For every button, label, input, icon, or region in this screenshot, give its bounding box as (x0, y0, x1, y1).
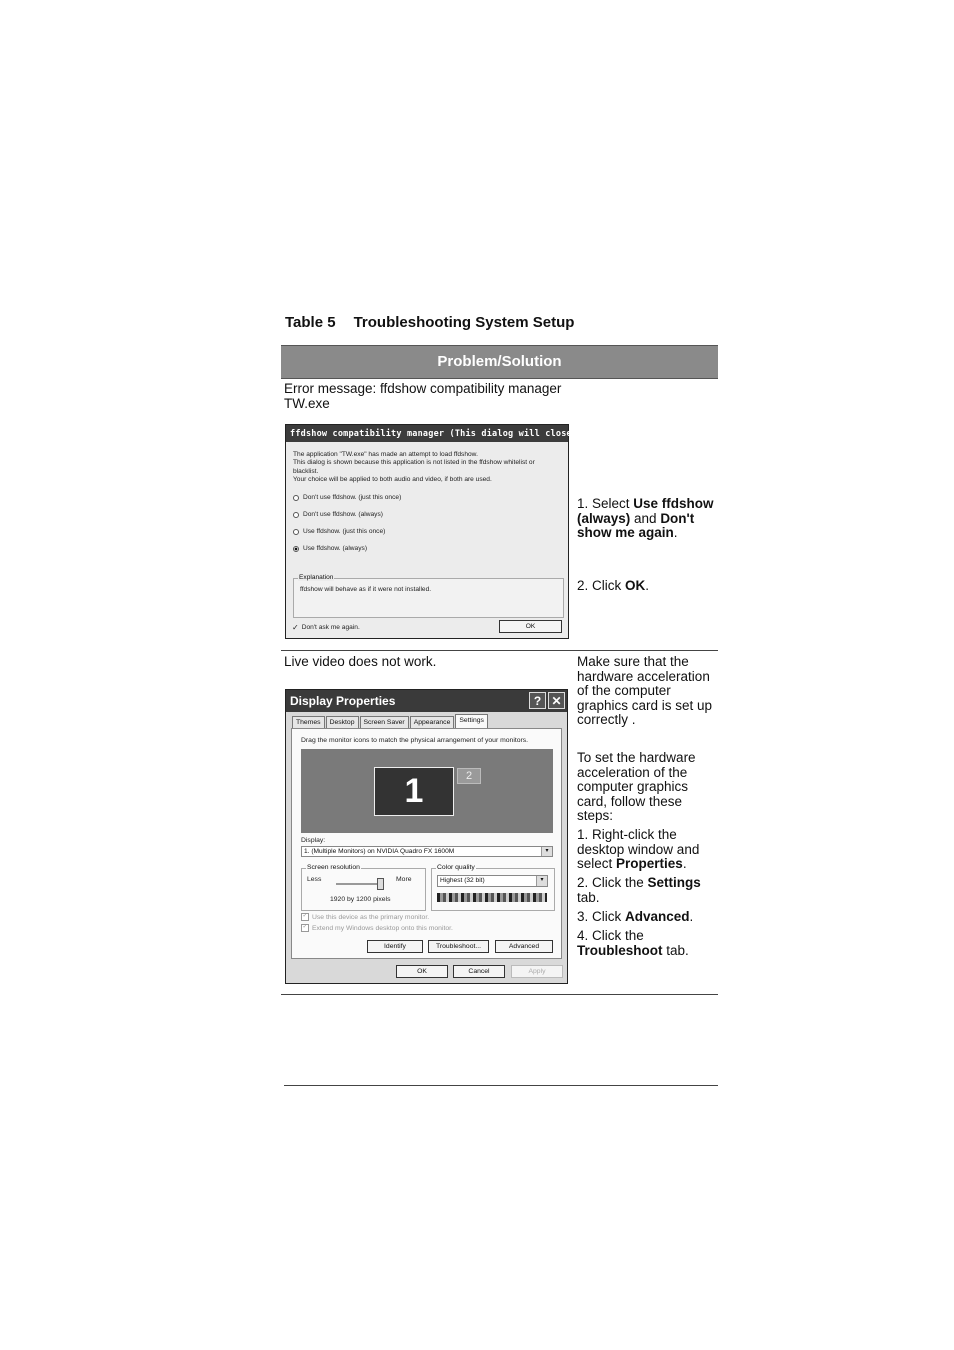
row-divider (281, 650, 718, 651)
row2-intro: Make sure that the hardware acceleration of the computer graphics card is set up correctly . (577, 654, 713, 728)
table-caption (285, 314, 574, 331)
cancel-button[interactable]: Cancel (453, 965, 505, 978)
display-properties-dialog (285, 689, 568, 984)
color-quality-group (431, 864, 555, 911)
tab-screen-saver[interactable]: Screen Saver (360, 716, 409, 728)
monitor-arrangement-area (301, 749, 553, 833)
dont-ask-again-checkbox[interactable]: ✓ Don't ask me again. (292, 623, 360, 632)
tab-desktop[interactable]: Desktop (326, 716, 359, 728)
ok-button[interactable]: OK (499, 620, 562, 633)
monitor-instruction: Drag the monitor icons to match the physical arrangement of your monitors. (301, 737, 529, 744)
chevron-down-icon: ▾ (536, 876, 547, 886)
row2-step4: 4. Click the Troubleshoot tab. (577, 928, 689, 958)
dialog-title: Display Properties (290, 694, 396, 708)
tab-strip (292, 716, 489, 728)
checkmark-icon: ✓ (302, 913, 308, 919)
table-header: Problem/Solution (281, 345, 718, 379)
primary-monitor-checkbox[interactable]: ✓ Use this device as the primary monitor. (302, 913, 430, 921)
radio-dont-use-always[interactable]: Don't use ffdshow. (always) (293, 511, 383, 518)
row2-step1: 1. Right-click the desktop window and select Properties. (577, 827, 700, 872)
row2-problem: Live video does not work. (284, 654, 437, 669)
radio-dont-use-once[interactable]: Don't use ffdshow. (just this once) (293, 494, 401, 501)
table-number: Table 5 (285, 314, 336, 331)
advanced-button[interactable]: Advanced (495, 940, 553, 953)
troubleshoot-button[interactable]: Troubleshoot... (428, 940, 489, 953)
message-line: blacklist. (293, 467, 319, 475)
row2-step2: 2. Click the Settings tab. (577, 875, 701, 905)
radio-button-icon (293, 512, 299, 518)
table-title: Troubleshooting System Setup (353, 314, 575, 331)
radio-use-always[interactable]: Use ffdshow. (always) (293, 545, 367, 552)
monitor-2-icon[interactable]: 2 (457, 768, 481, 784)
color-spectrum-bar (437, 893, 547, 902)
table-bottom-rule (281, 994, 718, 995)
checkmark-icon: ✓ (302, 924, 308, 930)
color-quality-select[interactable]: Highest (32 bit) ▾ (437, 875, 548, 887)
explanation-label: Explanation (299, 574, 334, 581)
radio-button-icon (293, 529, 299, 535)
ffdshow-dialog-title: ffdshow compatibility manager (This dialog will close in 10 seconds.) (286, 425, 568, 442)
explanation-text: ffdshow will behave as if it were not installed. (300, 586, 432, 593)
close-icon[interactable]: ✕ (548, 692, 565, 709)
row2-step3: 3. Click Advanced. (577, 909, 694, 924)
message-line: The application "TW.exe" has made an attempt to load ffdshow. (293, 451, 478, 458)
apply-button[interactable]: Apply (511, 965, 563, 978)
row1-step2: 2. Click OK. (577, 578, 650, 593)
page-footer-rule (284, 1085, 718, 1086)
tab-settings[interactable]: Settings (455, 714, 488, 728)
settings-panel (291, 728, 562, 959)
row2-lead: To set the hardware acceleration of the computer graphics card, follow these steps: (577, 750, 696, 824)
display-select[interactable]: 1. (Multiple Monitors) on NVIDIA Quadro FX 1600M ▾ (301, 846, 553, 857)
extend-desktop-checkbox[interactable]: ✓ Extend my Windows desktop onto this monitor. (302, 924, 453, 932)
more-label: More (396, 876, 412, 883)
resolution-group (301, 864, 426, 911)
chevron-down-icon: ▾ (541, 847, 552, 856)
row1-problem: Error message: ffdshow compatibility manager TW.exe (284, 381, 562, 411)
resolution-label: Screen resolution (307, 864, 360, 871)
tab-appearance[interactable]: Appearance (410, 716, 455, 728)
monitor-1-icon[interactable]: 1 (374, 767, 454, 816)
radio-button-selected-icon (293, 546, 299, 552)
row1-step1: 1. Select Use ffdshow (always) and Don't show me again. (577, 496, 714, 541)
radio-use-once[interactable]: Use ffdshow. (just this once) (293, 528, 385, 535)
color-quality-label: Color quality (437, 864, 475, 871)
display-label: Display: (301, 837, 326, 844)
resolution-slider-thumb[interactable] (377, 878, 384, 890)
ffdshow-message (293, 451, 563, 485)
tab-themes[interactable]: Themes (292, 716, 325, 728)
checkmark-icon: ✓ (292, 623, 299, 632)
message-line: Your choice will be applied to both audio and video, if both are used. (293, 476, 492, 484)
ok-button[interactable]: OK (396, 965, 448, 978)
help-icon[interactable]: ? (529, 692, 546, 709)
resolution-value: 1920 by 1200 pixels (330, 896, 391, 903)
radio-button-icon (293, 495, 299, 501)
display-properties-titlebar (286, 690, 567, 712)
less-label: Less (307, 876, 322, 883)
identify-button[interactable]: Identify (367, 940, 423, 953)
message-line: This dialog is shown because this application is not listed in the ffdshow whitelist or (293, 459, 535, 467)
explanation-group (293, 574, 564, 618)
